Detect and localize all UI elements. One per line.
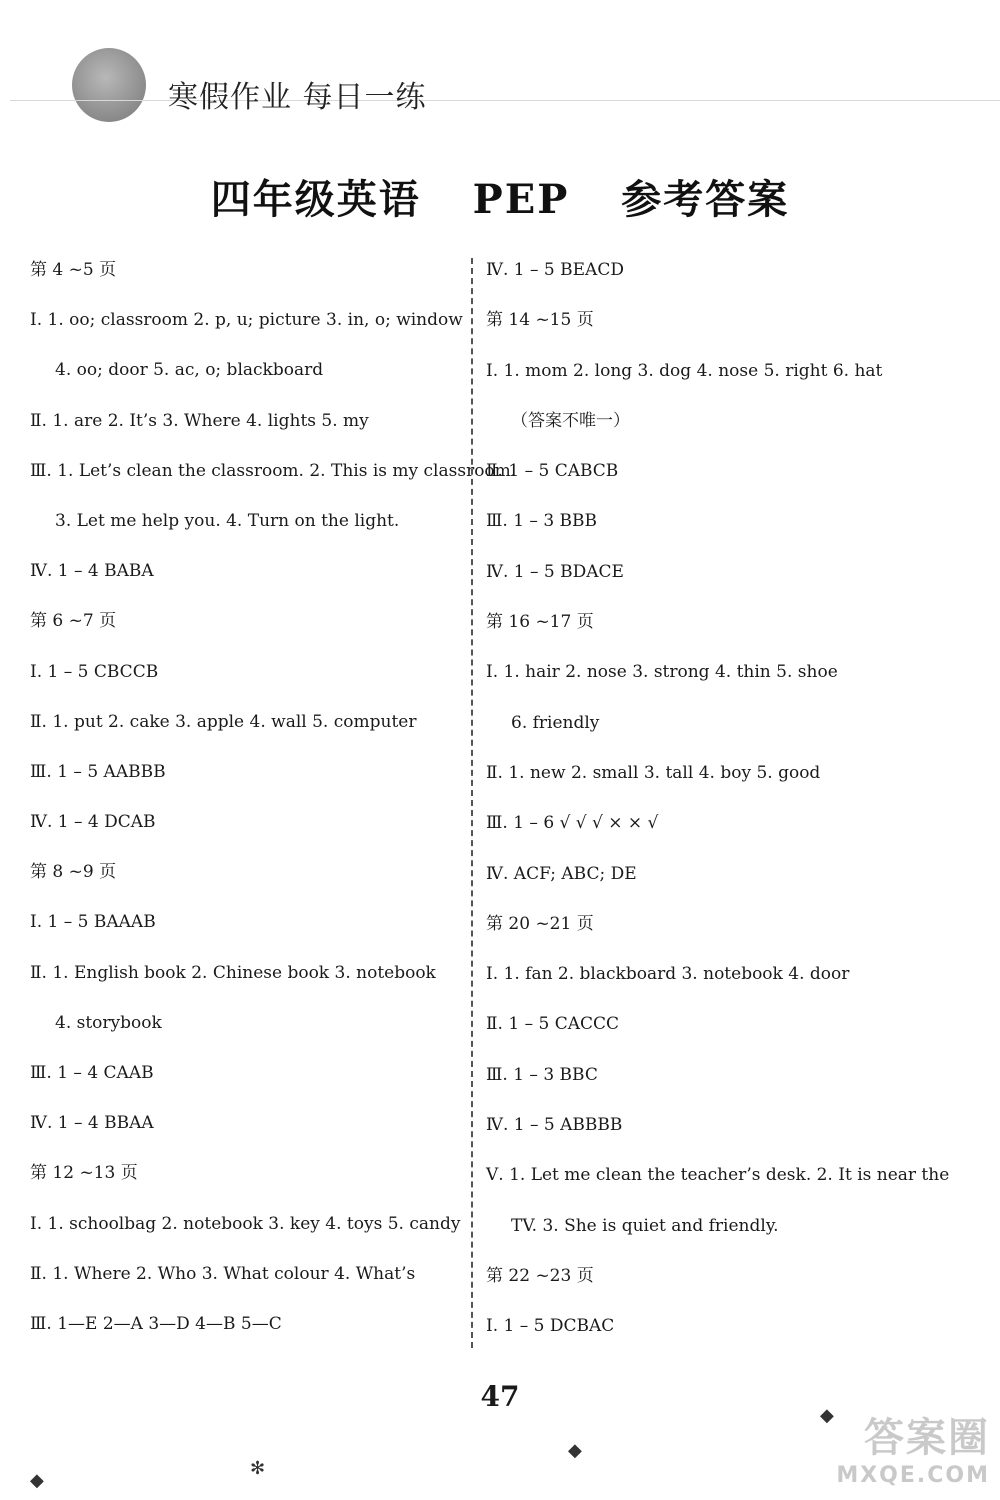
answer-line: Ⅳ. 1 – 5 ABBBB bbox=[486, 1115, 623, 1136]
answer-line: Ⅲ. 1 – 4 CAAB bbox=[30, 1063, 154, 1083]
watermark-url: MXQE.COM bbox=[836, 1463, 990, 1488]
answer-line: 4. storybook bbox=[55, 1012, 162, 1033]
right-column bbox=[486, 252, 986, 1359]
leaf-decoration-icon: ◆ bbox=[30, 1470, 44, 1491]
answer-line: 6. friendly bbox=[511, 712, 600, 733]
answer-line: Ⅳ. 1 – 4 BABA bbox=[30, 561, 154, 582]
answer-line: Ⅲ. 1 – 3 BBC bbox=[486, 1064, 598, 1085]
answer-line: 3. Let me help you. 4. Turn on the light. bbox=[55, 510, 400, 531]
page-title bbox=[0, 168, 1000, 225]
answer-line: Ⅲ. 1 – 3 BBB bbox=[486, 511, 598, 532]
header-rule bbox=[10, 100, 1000, 101]
answer-line: Ⅲ. 1. Let’s clean the classroom. 2. This is my classroom. bbox=[30, 460, 517, 481]
answer-note: （答案不唯一） bbox=[511, 410, 630, 431]
header-title: 寒假作业 每日一练 bbox=[168, 80, 427, 115]
answer-line: Ⅰ. 1. hair 2. nose 3. strong 4. thin 5. shoe bbox=[486, 662, 838, 683]
answer-line: Ⅴ. 1. Let me clean the teacher’s desk. 2. It is near the bbox=[486, 1165, 950, 1186]
section-heading: 第 20 ~21 页 bbox=[486, 913, 594, 934]
left-column bbox=[30, 252, 517, 1356]
answer-line: Ⅱ. 1. Where 2. Who 3. What colour 4. What’s bbox=[30, 1263, 416, 1284]
watermark-logo-text: 答案圈 bbox=[864, 1415, 990, 1461]
title-subject: 四年级英语 bbox=[210, 176, 421, 223]
section-heading: 第 16 ~17 页 bbox=[486, 612, 594, 633]
answer-line: Ⅰ. 1. mom 2. long 3. dog 4. nose 5. right 6. hat bbox=[486, 360, 883, 381]
leaf-decoration-icon: ◆ bbox=[820, 1405, 834, 1426]
section-heading: 第 4 ~5 页 bbox=[30, 260, 117, 280]
title-answers: 参考答案 bbox=[621, 176, 790, 223]
title-edition: PEP bbox=[472, 176, 570, 223]
leaf-decoration-icon: ◆ bbox=[568, 1440, 582, 1461]
column-divider bbox=[471, 258, 473, 1348]
header-decoration-circle bbox=[72, 48, 146, 122]
section-heading: 第 14 ~15 页 bbox=[486, 310, 594, 331]
section-heading: 第 12 ~13 页 bbox=[30, 1163, 138, 1184]
answer-line: Ⅱ. 1. are 2. It’s 3. Where 4. lights 5. my bbox=[30, 410, 369, 431]
answer-line: 4. oo; door 5. ac, o; blackboard bbox=[55, 360, 324, 381]
answer-line: Ⅱ. 1. new 2. small 3. tall 4. boy 5. good bbox=[486, 762, 821, 783]
answer-line: Ⅰ. 1. schoolbag 2. notebook 3. key 4. toys 5. candy bbox=[30, 1213, 461, 1234]
answer-line: Ⅰ. 1. fan 2. blackboard 3. notebook 4. door bbox=[486, 964, 850, 985]
answer-line: Ⅲ. 1 – 6 √ √ √ × × √ bbox=[486, 813, 659, 834]
answer-line: Ⅰ. 1 – 5 CBCCB bbox=[30, 661, 159, 682]
section-heading: 第 22 ~23 页 bbox=[486, 1265, 594, 1286]
answer-line: Ⅲ. 1—E 2—A 3—D 4—B 5—C bbox=[30, 1313, 282, 1334]
section-heading: 第 6 ~7 页 bbox=[30, 611, 117, 632]
answer-line: TV. 3. She is quiet and friendly. bbox=[511, 1215, 779, 1236]
answer-line: Ⅰ. 1 – 5 BAAAB bbox=[30, 912, 156, 933]
answer-line: Ⅱ. 1 – 5 CABCB bbox=[486, 461, 619, 482]
answer-line: Ⅰ. 1. oo; classroom 2. p, u; picture 3. in, o; window bbox=[30, 310, 463, 331]
answer-line: Ⅳ. 1 – 5 BEACD bbox=[486, 260, 624, 280]
answer-line: Ⅳ. 1 – 5 BDACE bbox=[486, 561, 624, 582]
answer-line: Ⅳ. 1 – 4 DCAB bbox=[30, 812, 156, 833]
watermark bbox=[836, 1406, 990, 1488]
section-heading: 第 8 ~9 页 bbox=[30, 862, 117, 883]
answer-line: Ⅳ. ACF; ABC; DE bbox=[486, 863, 637, 884]
branch-decoration-icon: ✻ bbox=[250, 1458, 266, 1479]
answer-line: Ⅳ. 1 – 4 BBAA bbox=[30, 1113, 154, 1134]
answer-line: Ⅲ. 1 – 5 AABBB bbox=[30, 761, 166, 782]
answer-line: Ⅱ. 1. put 2. cake 3. apple 4. wall 5. computer bbox=[30, 711, 417, 732]
page-number: 47 bbox=[480, 1380, 520, 1413]
answer-line: Ⅱ. 1. English book 2. Chinese book 3. notebook bbox=[30, 962, 436, 983]
answer-line: Ⅱ. 1 – 5 CACCC bbox=[486, 1014, 620, 1035]
answer-line: Ⅰ. 1 – 5 DCBAC bbox=[486, 1316, 615, 1337]
